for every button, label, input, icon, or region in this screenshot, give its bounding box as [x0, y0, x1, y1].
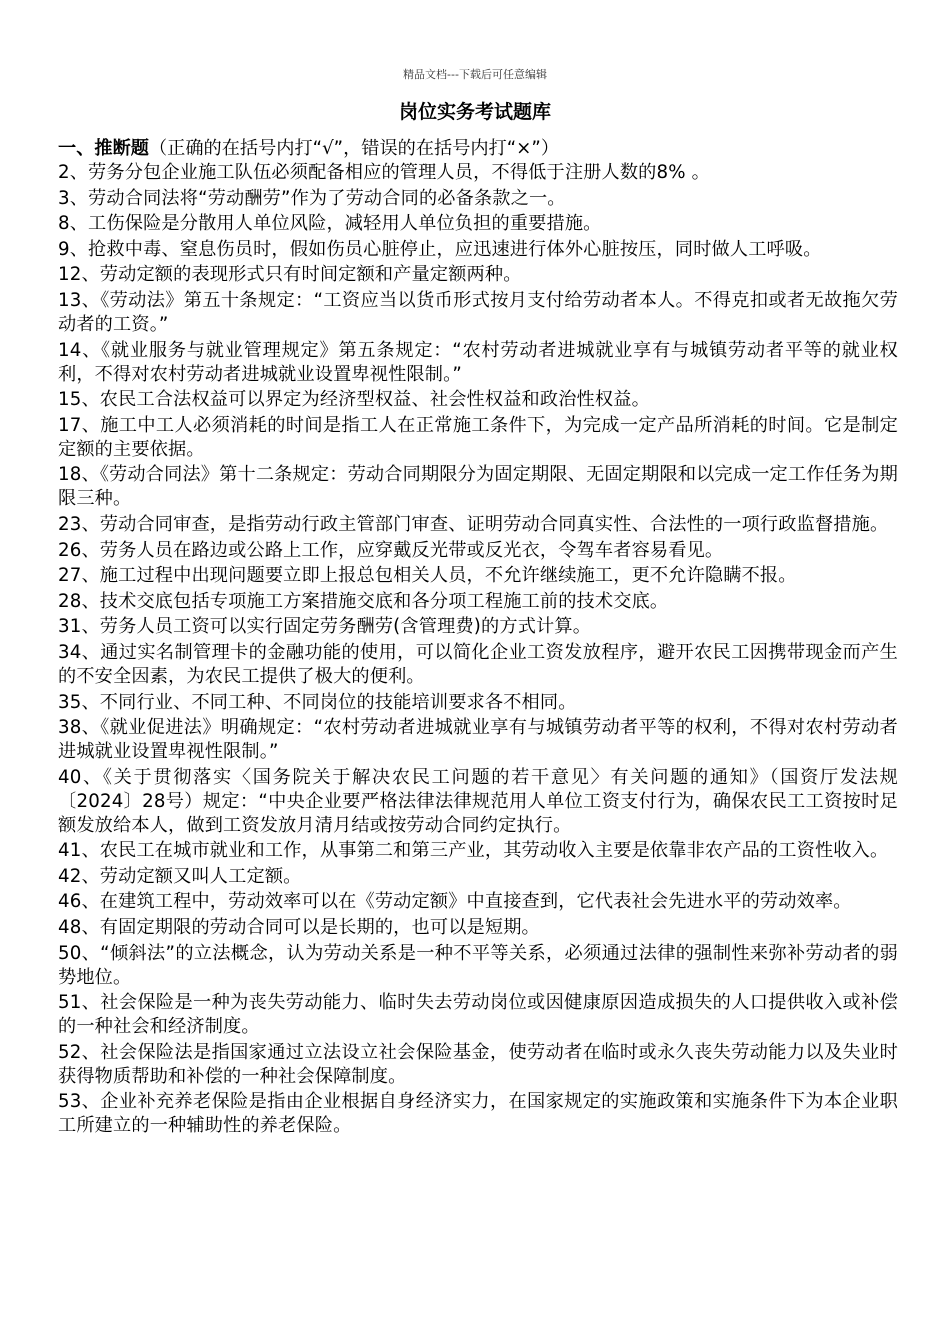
document-title: 岗位实务考试题库	[398, 101, 551, 123]
question-item: 3、劳动合同法将“劳动酬劳”作为了劳动合同的必备条款之一。	[58, 187, 566, 209]
question-item: 50、“倾斜法”的立法概念，认为劳动关系是一种不平等关系，必须通过法律的强制性来弥补劳动者的弱势地位。	[58, 942, 898, 988]
question-item: 48、有固定期限的劳动合同可以是长期的，也可以是短期。	[58, 917, 540, 939]
section-instruction: （正确的在括号内打“√”，错误的在括号内打“×”）	[148, 138, 560, 159]
question-item: 17、施工中工人必须消耗的时间是指工人在正常施工条件下，为完成一定产品所消耗的时间。它是制定定额的主要依据。	[58, 414, 898, 460]
question-item: 34、通过实名制管理卡的金融功能的使用，可以简化企业工资发放程序，避开农民工因携带现金而产生的不安全因素，为农民工提供了极大的便利。	[58, 641, 898, 687]
header-note: 精品文档---下载后可任意编辑	[403, 68, 547, 81]
question-item: 23、劳动合同审查，是指劳动行政主管部门审查、证明劳动合同真实性、合法性的一项行政监督措施。	[58, 513, 889, 535]
question-item: 18、《劳动合同法》第十二条规定：劳动合同期限分为固定期限、无固定期限和以完成一定工作任务为期限三种。	[58, 464, 898, 510]
question-item: 8、工伤保险是分散用人单位风险，减轻用人单位负担的重要措施。	[58, 213, 602, 235]
question-item: 41、农民工在城市就业和工作，从事第二和第三产业，其劳动收入主要是依靠非农产品的工资性收入。	[58, 840, 889, 862]
question-item: 12、劳动定额的表现形式只有时间定额和产量定额两种。	[58, 264, 522, 286]
question-item: 42、劳动定额又叫人工定额。	[58, 865, 302, 887]
question-item: 46、在建筑工程中，劳动效率可以在《劳动定额》中直接查到，它代表社会先进水平的劳动效率。	[58, 891, 852, 913]
section-heading	[58, 137, 898, 161]
question-item: 31、劳务人员工资可以实行固定劳务酬劳(含管理费)的方式计算。	[58, 616, 592, 638]
question-item: 52、社会保险法是指国家通过立法设立社会保险基金，使劳动者在临时或永久丧失劳动能力以及失业时获得物质帮助和补偿的一种社会保障制度。	[58, 1041, 898, 1087]
question-item: 53、企业补充养老保险是指由企业根据自身经济实力，在国家规定的实施政策和实施条件下为本企业职工所建立的一种辅助性的养老保险。	[58, 1091, 898, 1137]
question-item: 14、《就业服务与就业管理规定》第五条规定：“农村劳动者进城就业享有与城镇劳动者平等的就业权利，不得对农村劳动者进城就业设置卑视性限制。”	[58, 339, 898, 385]
question-item: 27、施工过程中出现问题要立即上报总包相关人员，不允许继续施工，更不允许隐瞒不报。	[58, 565, 797, 587]
question-item: 35、不同行业、不同工种、不同岗位的技能培训要求各不相同。	[58, 691, 577, 713]
question-item: 40、《关于贯彻落实〈国务院关于解决农民工问题的若干意见〉有关问题的通知》（国资厅发法规〔2024〕28号）规定：“中央企业要严格法律法律规范用人单位工资支付行为，确保农民工工资按时足额发放给本人，做到工资发放月清月结或按劳动合同约定执行。	[58, 766, 898, 836]
question-item: 13、《劳动法》第五十条规定：“工资应当以货币形式按月支付给劳动者本人。不得克扣或者无故拖欠劳动者的工资。”	[58, 289, 898, 335]
question-item: 28、技术交底包括专项施工方案措施交底和各分项工程施工前的技术交底。	[58, 590, 669, 612]
question-item: 26、劳务人员在路边或公路上工作，应穿戴反光带或反光衣，令驾车者容易看见。	[58, 539, 724, 561]
question-list	[58, 137, 898, 1140]
question-item: 38、《就业促进法》明确规定：“农村劳动者进城就业享有与城镇劳动者平等的权利，不得对农村劳动者进城就业设置卑视性限制。”	[58, 717, 898, 763]
question-item: 9、抢救中毒、窒息伤员时，假如伤员心脏停止，应迅速进行体外心脏按压，同时做人工呼吸。	[58, 238, 822, 260]
question-item: 15、农民工合法权益可以界定为经济型权益、社会性权益和政治性权益。	[58, 389, 650, 411]
section-label: 一、推断题	[58, 138, 149, 159]
question-item: 2、劳务分包企业施工队伍必须配备相应的管理人员，不得低于注册人数的8% 。	[58, 162, 710, 183]
question-item: 51、社会保险是一种为丧失劳动能力、临时失去劳动岗位或因健康原因造成损失的人口提供收入或补偿的一种社会和经济制度。	[58, 992, 898, 1038]
